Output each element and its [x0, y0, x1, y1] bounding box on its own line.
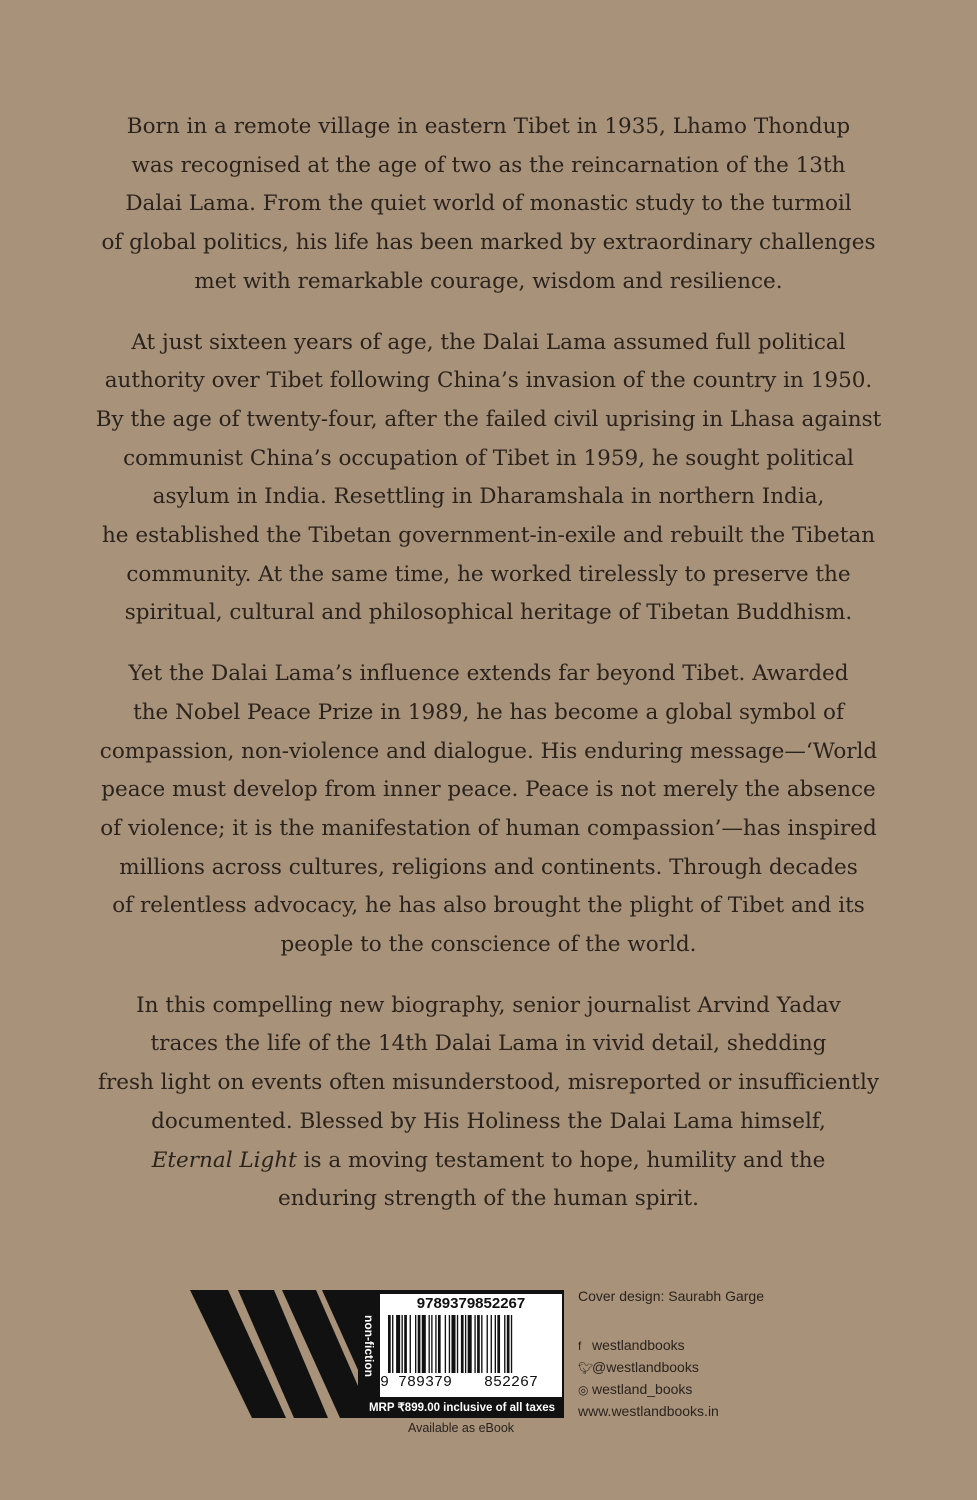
barcode-panel: [380, 1294, 562, 1397]
isbn-digit-group-1: 789379: [398, 1374, 453, 1391]
social-twitter[interactable]: [578, 1359, 699, 1375]
blurb-paragraph-3: [90, 655, 887, 965]
social-facebook[interactable]: [578, 1337, 685, 1353]
blurb-line: met with remarkable courage, wisdom and resilience.: [194, 268, 783, 294]
social-handle: westlandbooks: [592, 1337, 685, 1353]
blurb-line: people to the conscience of the world.: [280, 932, 697, 958]
website-link[interactable]: www.westlandbooks.in: [578, 1403, 719, 1419]
social-handle: @westlandbooks: [592, 1359, 699, 1375]
facebook-icon: f: [578, 1339, 582, 1353]
social-instagram[interactable]: [578, 1381, 692, 1397]
isbn-digit-first: 9: [380, 1374, 390, 1391]
blurb-line: asylum in India. Resettling in Dharamshala in northern India,: [152, 484, 825, 510]
instagram-icon: ◎: [578, 1383, 589, 1397]
blurb-line: fresh light on events often misunderstood, misreported or insufficiently: [98, 1070, 879, 1096]
blurb-line: was recognised at the age of two as the reincarnation of the 13th: [131, 152, 846, 178]
blurb-line: he established the Tibetan government-in-exile and rebuilt the Tibetan: [101, 523, 876, 549]
blurb-line: Born in a remote village in eastern Tibet in 1935, Lhamo Thondup: [126, 114, 851, 139]
blurb-line: By the age of twenty-four, after the failed civil uprising in Lhasa against: [95, 406, 882, 432]
blurb-line: of violence; it is the manifestation of human compassion’—has inspired: [100, 815, 877, 841]
blurb-line: the Nobel Peace Prize in 1989, he has become a global symbol of: [133, 699, 844, 725]
blurb-line: peace must develop from inner peace. Peace is not merely the absence: [101, 777, 876, 803]
back-cover-footer: [0, 1288, 977, 1448]
isbn-digit-group-2: 852267: [484, 1374, 539, 1391]
blurb-line: compassion, non-violence and dialogue. His enduring message—‘World: [99, 738, 878, 764]
blurb-paragraph-2: [90, 324, 887, 634]
blurb-text: is a moving testament to hope, humility and the: [296, 1147, 826, 1173]
cover-design-credit: Cover design: Saurabh Garge: [578, 1288, 764, 1304]
social-handle: westland_books: [592, 1381, 693, 1397]
blurb-line: In this compelling new biography, senior journalist Arvind Yadav: [136, 992, 841, 1018]
book-title: Eternal Light: [151, 1147, 297, 1173]
blurb-line: Yet the Dalai Lama’s influence extends far beyond Tibet. Awarded: [128, 661, 849, 687]
blurb-line: communist China’s occupation of Tibet in 1959, he sought political: [123, 445, 854, 471]
blurb-line: spiritual, cultural and philosophical heritage of Tibetan Buddhism.: [124, 600, 853, 626]
barcode-icon: [386, 1315, 558, 1373]
blurb-line: documented. Blessed by His Holiness the Dalai Lama himself,: [151, 1108, 826, 1134]
barcode-block: [358, 1290, 564, 1418]
genre-label: non-fiction: [362, 1315, 376, 1377]
westland-logo-icon: [190, 1290, 358, 1418]
blurb-line: authority over Tibet following China’s invasion of the country in 1950.: [104, 368, 873, 394]
blurb-line: millions across cultures, religions and continents. Through decades: [119, 854, 858, 880]
blurb-line: Dalai Lama. From the quiet world of monastic study to the turmoil: [125, 191, 852, 217]
blurb-line: of relentless advocacy, he has also brought the plight of Tibet and its: [112, 893, 865, 919]
twitter-icon: 🐦︎: [578, 1361, 594, 1375]
blurb-line: enduring strength of the human spirit.: [277, 1186, 700, 1212]
blurb-line: [90, 1142, 887, 1181]
back-cover-blurb: [90, 108, 887, 1241]
isbn-number: 9789379852267: [416, 1295, 526, 1312]
blurb-paragraph-4: [90, 987, 887, 1219]
blurb-line: community. At the same time, he worked tirelessly to preserve the: [126, 561, 851, 587]
blurb-line: traces the life of the 14th Dalai Lama in vivid detail, shedding: [150, 1031, 827, 1057]
blurb-paragraph-1: [90, 108, 887, 302]
blurb-line: At just sixteen years of age, the Dalai Lama assumed full political: [131, 329, 846, 355]
price-label: MRP ₹899.00 inclusive of all taxes: [368, 1402, 556, 1414]
blurb-line: of global politics, his life has been marked by extraordinary challenges: [101, 230, 876, 256]
ebook-note: Available as eBook: [407, 1421, 515, 1435]
